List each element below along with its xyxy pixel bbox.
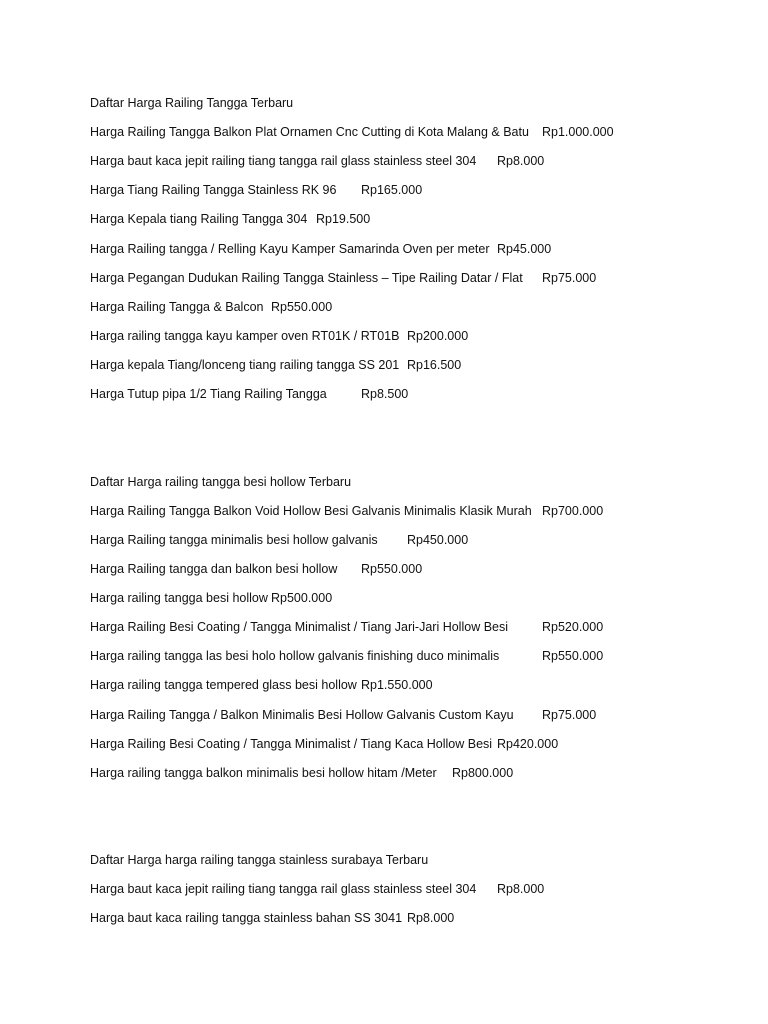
list-item-price: Rp165.000 [361,183,423,197]
list-item-text: Harga Railing Tangga / Balkon Minimalis Besi Hollow Galvanis Custom Kayu [90,708,514,722]
list-item-text: Harga Railing Besi Coating / Tangga Minimalist / Tiang Kaca Hollow Besi [90,737,493,751]
list-item-price: Rp800.000 [452,766,514,780]
list-item-price: Rp700.000 [542,504,604,518]
section-heading: Daftar Harga Railing Tangga Terbaru [90,96,294,110]
list-item-text: Harga Kepala tiang Railing Tangga 304 [90,212,308,226]
list-item-price: Rp1.000.000 [542,125,614,139]
list-item-text: Harga Railing tangga minimalis besi hollow galvanis [90,533,378,547]
list-item-text: Harga Railing Tangga Balkon Void Hollow Besi Galvanis Minimalis Klasik Murah [90,504,532,518]
list-item-price: Rp450.000 [407,533,469,547]
list-item-price: Rp550.000 [542,649,604,663]
list-item-price: Rp1.550.000 [361,678,433,692]
list-item-text: Harga Railing tangga / Relling Kayu Kamper Samarinda Oven per meter [90,242,490,256]
list-item-text: Harga Railing Besi Coating / Tangga Minimalist / Tiang Jari-Jari Hollow Besi [90,620,509,634]
section-heading: Daftar Harga railing tangga besi hollow Terbaru [90,475,352,489]
list-item-price: Rp16.500 [407,358,462,372]
list-item-price: Rp19.500 [316,212,371,226]
list-item-text: Harga baut kaca jepit railing tiang tangga rail glass stainless steel 304 [90,154,477,168]
list-item-text: Harga railing tangga balkon minimalis besi hollow hitam /Meter [90,766,437,780]
list-item-price: Rp45.000 [497,242,552,256]
list-item-price: Rp8.500 [361,387,409,401]
list-item-text: Harga baut kaca railing tangga stainless bahan SS 3041 [90,911,403,925]
list-item-price: Rp550.000 [271,300,333,314]
list-item-price: Rp420.000 [497,737,559,751]
list-item-price: Rp200.000 [407,329,469,343]
list-item-text: Harga Pegangan Dudukan Railing Tangga Stainless – Tipe Railing Datar / Flat [90,271,523,285]
list-item-text: Harga Railing Tangga & Balcon [90,300,264,314]
list-item-text: Harga railing tangga kayu kamper oven RT01K / RT01B [90,329,400,343]
list-item-text: Harga Railing tangga dan balkon besi hollow [90,562,338,576]
section-heading: Daftar Harga harga railing tangga stainless surabaya Terbaru [90,853,429,867]
list-item-price: Rp550.000 [361,562,423,576]
list-item-text: Harga baut kaca jepit railing tiang tangga rail glass stainless steel 304 [90,882,477,896]
list-item-text: Harga railing tangga besi hollow [90,591,268,605]
list-item-price: Rp8.000 [497,882,545,896]
list-item-price: Rp8.000 [497,154,545,168]
list-item-price: Rp520.000 [542,620,604,634]
list-item-text: Harga railing tangga las besi holo hollow galvanis finishing duco minimalis [90,649,500,663]
list-item-text: Harga railing tangga tempered glass besi hollow [90,678,357,692]
list-item-text: Harga kepala Tiang/lonceng tiang railing tangga SS 201 [90,358,400,372]
list-item-price: Rp75.000 [542,708,597,722]
list-item-price: Rp8.000 [407,911,455,925]
list-item-text: Harga Railing Tangga Balkon Plat Ornamen Cnc Cutting di Kota Malang & Batu [90,125,529,139]
list-item-text: Harga Tutup pipa 1/2 Tiang Railing Tangga [90,387,327,401]
list-item-price: Rp75.000 [542,271,597,285]
list-item-text: Harga Tiang Railing Tangga Stainless RK 96 [90,183,337,197]
list-item-price: Rp500.000 [271,591,333,605]
